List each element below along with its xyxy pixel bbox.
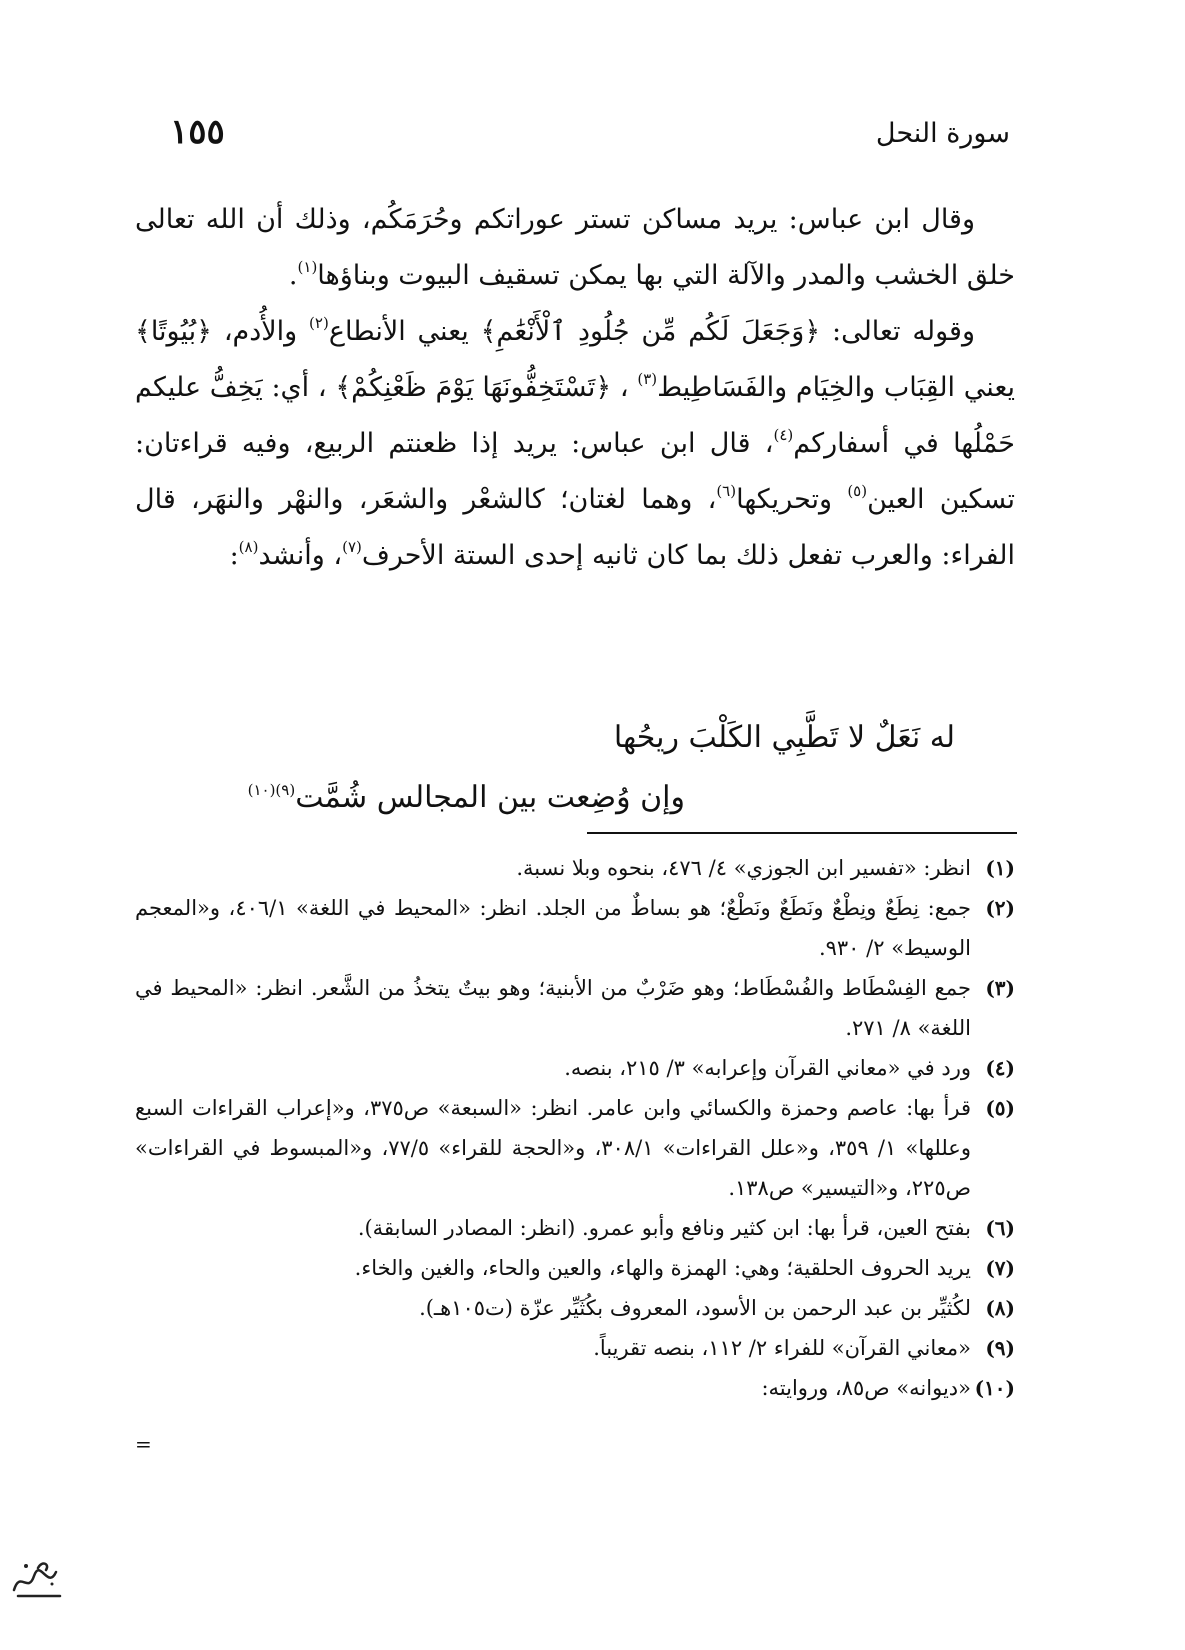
paragraph-text: وتحريكها bbox=[736, 484, 848, 515]
main-text bbox=[135, 192, 1015, 584]
footnote-separator bbox=[587, 832, 1017, 834]
continuation-mark: = bbox=[135, 1432, 152, 1456]
footnote-item bbox=[135, 968, 1015, 1048]
footnote-number: (١) bbox=[985, 856, 1015, 880]
footnote-text: «معاني القرآن» للفراء ٢/ ١١٢، بنصه تقريباً. bbox=[593, 1336, 971, 1360]
footnote-ref: (٤) bbox=[773, 426, 794, 444]
footnote-item bbox=[135, 1088, 1015, 1208]
footnote-ref: (٩)(١٠) bbox=[247, 781, 296, 799]
footnote-number: (١٠) bbox=[974, 1376, 1015, 1400]
poetry-verse-first: له نَعَلٌ لا تَطَّبِي الكَلْبَ ريحُها bbox=[613, 720, 955, 755]
verse-text: وإن وُضِعت بين المجالس شُمَّت bbox=[295, 780, 685, 815]
surah-title: سورة النحل bbox=[875, 118, 1010, 149]
footnote-number: (٤) bbox=[985, 1056, 1015, 1080]
footnote-text: لكُثيِّر بن عبد الرحمن بن الأسود، المعروف بكُثَيِّر عزّة (ت١٠٥هـ). bbox=[419, 1296, 971, 1320]
paragraph-text: ، وأنشد bbox=[258, 540, 343, 571]
footnote-text: يريد الحروف الحلقية؛ وهي: الهمزة والهاء، والعين والحاء، والغين والخاء. bbox=[354, 1256, 971, 1280]
paragraph-text: وقال ابن عباس: يريد مساكن تستر عوراتكم وحُرَمَكُم، وذلك أن الله تعالى خلق الخشب والمدر والآلة التي بها يمكن تسقيف البيوت وبناؤها bbox=[135, 204, 1015, 291]
library-stamp-icon bbox=[8, 1550, 68, 1610]
footnote-ref: (٦) bbox=[716, 482, 737, 500]
footnote-number: (٥) bbox=[985, 1096, 1015, 1120]
paragraph-text: والأُدم، ﴿بُيُوتًا﴾ يعني القِبَاب والخِيَام والفَسَاطِيط bbox=[135, 316, 1015, 403]
footnote-ref: (٨) bbox=[238, 538, 259, 556]
paragraph-text: : bbox=[229, 540, 239, 571]
footnote-item bbox=[135, 1048, 1015, 1088]
footnote-item bbox=[135, 1248, 1015, 1288]
page-number: ١٥٥ bbox=[170, 112, 225, 152]
footnote-number: (٧) bbox=[985, 1256, 1015, 1280]
footnote-ref: (١) bbox=[297, 258, 318, 276]
footnotes bbox=[135, 848, 1015, 1408]
footnote-item bbox=[135, 1288, 1015, 1328]
footnote-text: «ديوانه» ص٨٥، وروايته: bbox=[761, 1376, 971, 1400]
footnote-item bbox=[135, 1368, 1015, 1408]
footnote-text: قرأ بها: عاصم وحمزة والكسائي وابن عامر. انظر: «السبعة» ص٣٧٥، و«إعراب القراءات السبع وعللها» ١/ ٣٥٩، و«علل القراءات» ٣٠٨/١، و«الحجة للقراء» ٧٧/٥، و«المبسوط في القراءات» ص٢٢٥، و«التيسير» ص١٣٨. bbox=[135, 1096, 971, 1200]
footnote-ref: (٥) bbox=[847, 482, 868, 500]
footnote-number: (٢) bbox=[985, 896, 1015, 920]
footnote-ref: (٣) bbox=[637, 370, 658, 388]
footnote-text: انظر: «تفسير ابن الجوزي» ٤/ ٤٧٦، بنحوه وبلا نسبة. bbox=[516, 856, 971, 880]
footnote-text: جمع: نِطَعٌ ونِطْعٌ ونَطَعٌ ونَطْعٌ؛ هو بساطٌ من الجلد. انظر: «المحيط في اللغة» ٤٠٦/١، و«المعجم الوسيط» ٢/ ٩٣٠. bbox=[135, 896, 971, 960]
paragraph-tafsir bbox=[135, 304, 1015, 584]
paragraph-text: وقوله تعالى: ﴿وَجَعَلَ لَكُم مِّن جُلُودِ ٱلْأَنْعَٰمِ﴾ يعني الأنطاع bbox=[328, 316, 975, 347]
footnote-item bbox=[135, 1328, 1015, 1368]
footnote-text: جمع الفِسْطَاط والفُسْطَاط؛ وهو ضَرْبٌ من الأبنية؛ وهو بيتٌ يتخذُ من الشَّعر. انظر: «المحيط في اللغة» ٨/ ٢٧١. bbox=[135, 976, 971, 1040]
footnote-text: بفتح العين، قرأ بها: ابن كثير ونافع وأبو عمرو. (انظر: المصادر السابقة). bbox=[357, 1216, 971, 1240]
paragraph-text: ، وهما لغتان؛ كالشعْر والشعَر، والنهْر والنهَر، قال الفراء: والعرب تفعل ذلك بما كان ثانيه إحدى الستة الأحرف bbox=[135, 484, 1015, 571]
poetry-verse-second bbox=[248, 780, 685, 815]
footnote-item bbox=[135, 848, 1015, 888]
footnote-number: (٩) bbox=[985, 1336, 1015, 1360]
footnote-ref: (٧) bbox=[342, 538, 362, 556]
footnote-text: ورد في «معاني القرآن وإعرابه» ٣/ ٢١٥، بنصه. bbox=[564, 1056, 971, 1080]
page-header bbox=[170, 112, 1010, 162]
paragraph-text: ، قال ابن عباس: يريد إذا ظعنتم الربيع، وفيه قراءتان: تسكين العين bbox=[135, 428, 1015, 515]
paragraph-text: ، ﴿تَسْتَخِفُّونَهَا يَوْمَ ظَعْنِكُمْ﴾ ، أي: يَخِفُّ عليكم حَمْلُها في أسفاركم bbox=[135, 372, 1015, 459]
footnote-item bbox=[135, 1208, 1015, 1248]
paragraph-text: . bbox=[288, 260, 298, 291]
footnote-ref: (٢) bbox=[309, 314, 329, 332]
footnote-number: (٨) bbox=[985, 1296, 1015, 1320]
footnote-number: (٦) bbox=[985, 1216, 1015, 1240]
footnote-number: (٣) bbox=[985, 976, 1015, 1000]
paragraph-ibn-abbas bbox=[135, 192, 1015, 304]
footnote-item bbox=[135, 888, 1015, 968]
